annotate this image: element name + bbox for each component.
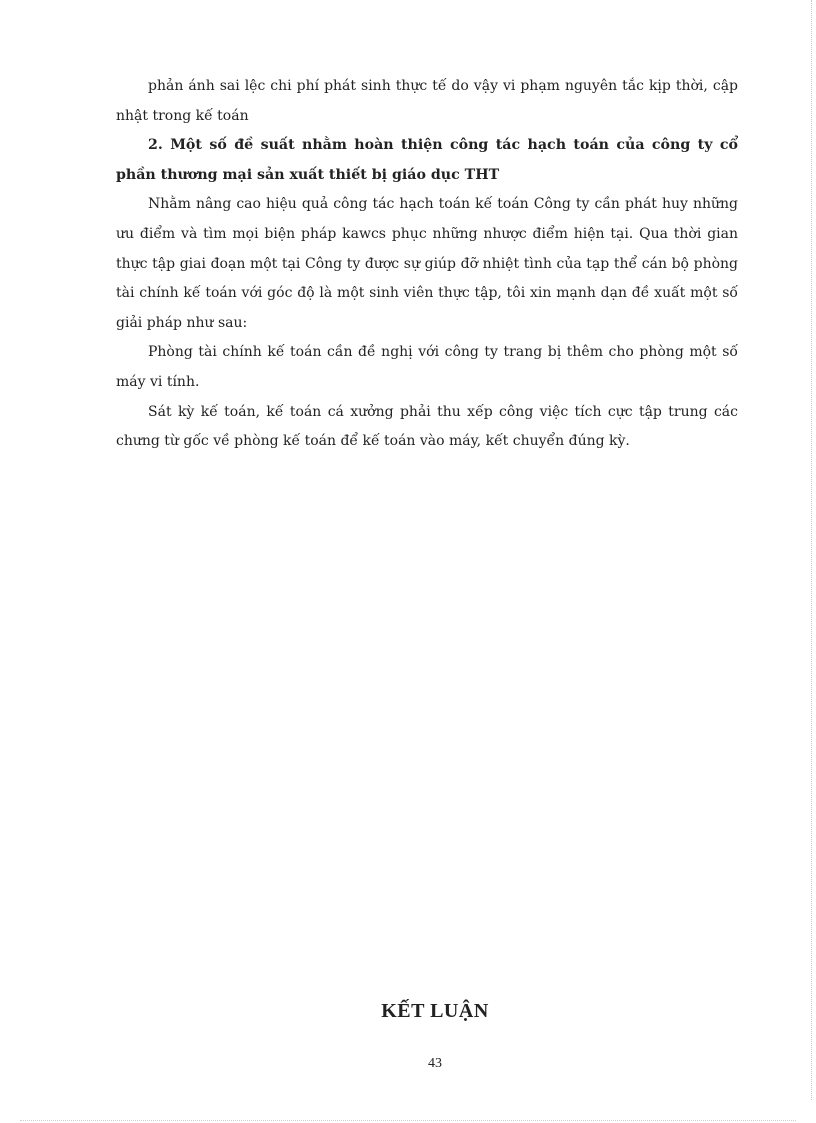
paragraph-improvement: Nhằm nâng cao hiệu quả công tác hạch toán kế toán Công ty cần phát huy những ưu điểm và tìm mọi biện pháp kawcs phục những nhược điểm hiện tại. Qua thời gian thực tập giai đoạn một tại Công ty được sự giúp đỡ nhiệt tình của tạp thể cán bộ phòng tài chính kế toán với góc độ là một sinh viên thực tập, tôi xin mạnh dạn đề xuất một số giải pháp như sau: (116, 196, 738, 331)
paragraph-documents: Sát kỳ kế toán, kế toán cá xưởng phải thu xếp công việc tích cực tập trung các chưng từ gốc về phòng kế toán để kế toán vào máy, kết chuyển đúng kỳ. (116, 403, 738, 450)
page-number: 43 (428, 1056, 442, 1071)
body-text (116, 72, 738, 457)
conclusion-title: KẾT LUẬN (381, 1000, 489, 1022)
page-border-bottom (20, 1120, 796, 1121)
page-border-right (811, 0, 812, 1100)
section-heading: 2. Một số đề suất nhằm hoàn thiện công tác hạch toán của công ty cổ phần thương mại sản xuất thiết bị giáo dục THT (116, 137, 738, 183)
paragraph-computers: Phòng tài chính kế toán cần đề nghị với công ty trang bị thêm cho phòng một số máy vi tính. (116, 344, 738, 390)
paragraph-continuation: phản ánh sai lệc chi phí phát sinh thực tế do vậy vi phạm nguyên tắc kịp thời, cập nhật trong kế toán (116, 78, 738, 124)
